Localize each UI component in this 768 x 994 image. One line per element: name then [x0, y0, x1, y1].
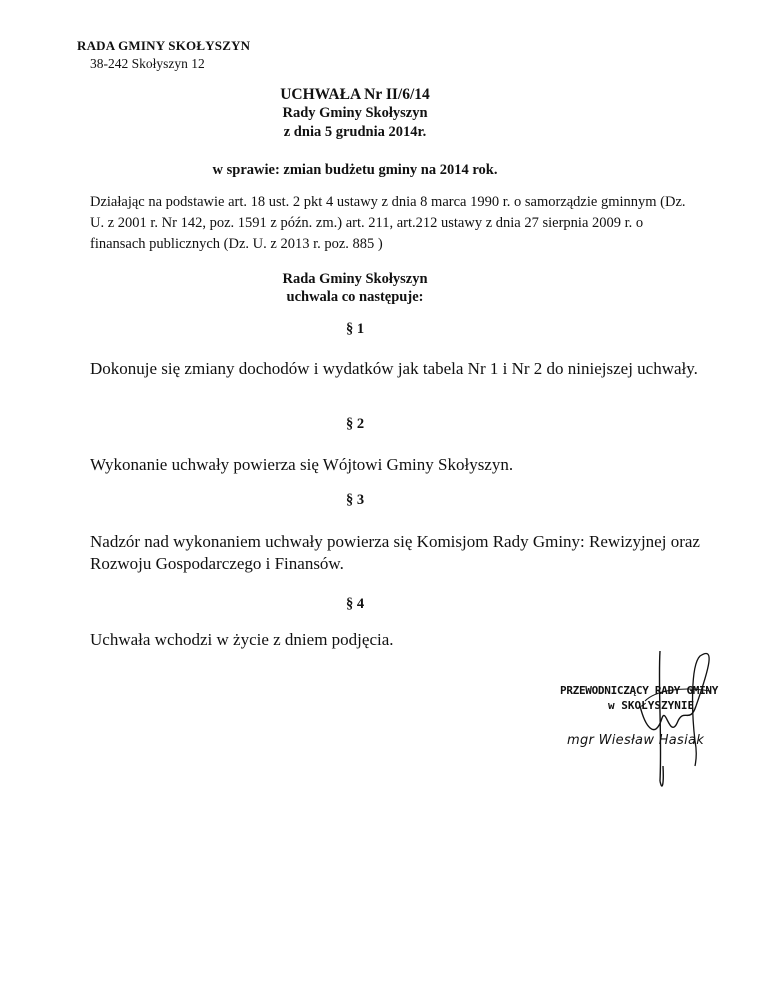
- legal-basis: Działając na podstawie art. 18 ust. 2 pkt 4 ustawy z dnia 8 marca 1990 r. o samorządzie gminnym (Dz. U. z 2001 r. Nr 142, poz. 1591 z późn. zm.) art. 211, art.212 ustawy z dnia 27 sierpnia 2009 r. o finansach publicznych (Dz. U. z 2013 r. poz. 885 ): [90, 194, 686, 252]
- decision-body: Rada Gminy Skołyszyn: [282, 271, 428, 287]
- organization-name: RADA GMINY SKOŁYSZYN: [77, 38, 251, 53]
- resolution-title: UCHWAŁA Nr II/6/14: [280, 86, 430, 103]
- section-mark-4: § 4: [345, 596, 365, 612]
- organization-address: 38-242 Skołyszyn 12: [90, 56, 205, 71]
- resolution-subject: w sprawie: zmian budżetu gminy na 2014 rok.: [212, 162, 498, 178]
- resolution-date: z dnia 5 grudnia 2014r.: [283, 124, 427, 140]
- resolution-issuer: Rady Gminy Skołyszyn: [282, 105, 428, 121]
- section-text-2: Wykonanie uchwały powierza się Wójtowi Gminy Skołyszyn.: [90, 455, 514, 474]
- stamp-location: w SKOŁYSZYNIE: [608, 699, 695, 712]
- stamp-name: mgr Wiesław Hasiak: [567, 733, 705, 748]
- section-mark-2: § 2: [345, 416, 365, 432]
- decision-verb: uchwala co następuje:: [286, 289, 424, 305]
- section-text-1: Dokonuje się zmiany dochodów i wydatków jak tabela Nr 1 i Nr 2 do niniejszej uchwały.: [90, 359, 698, 378]
- section-mark-3: § 3: [345, 492, 365, 508]
- handwritten-signature: [600, 646, 720, 796]
- section-text-4: Uchwała wchodzi w życie z dniem podjęcia.: [90, 630, 394, 649]
- stamp-title: PRZEWODNICZĄCY RADY GMINY: [560, 684, 719, 697]
- section-text-3: Nadzór nad wykonaniem uchwały powierza się Komisjom Rady Gminy: Rewizyjnej oraz Rozwoju Gospodarczego i Finansów.: [90, 532, 700, 573]
- section-mark-1: § 1: [345, 321, 365, 337]
